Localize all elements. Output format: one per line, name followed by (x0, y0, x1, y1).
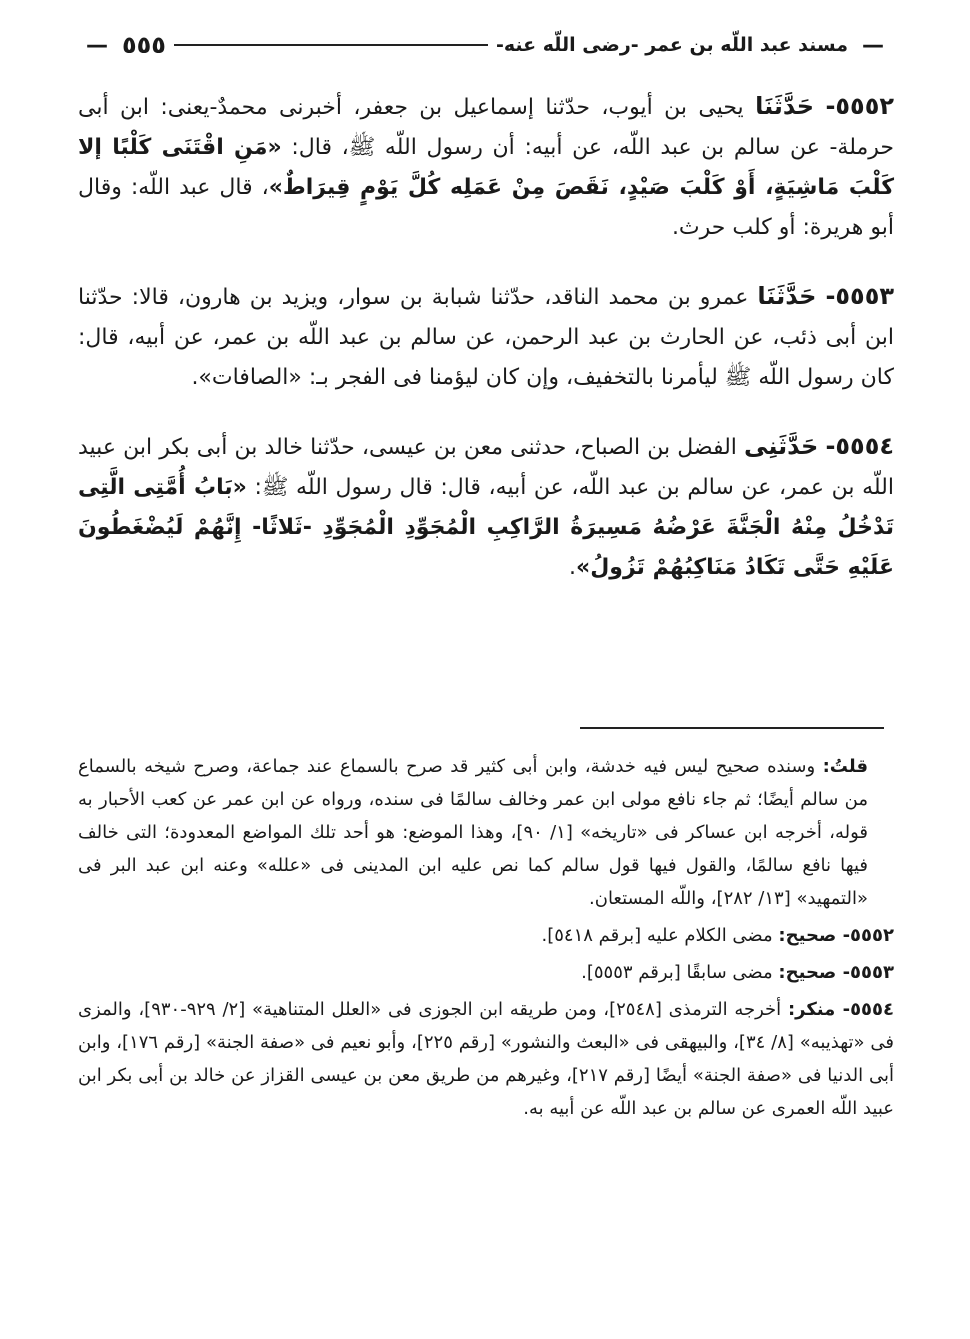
footnote-text: مضى سابقًا [برقم ٥٥٥٣]. (581, 962, 773, 983)
hadith-opening: حَدَّثَنَا (757, 282, 817, 310)
hadith-matn: «بَابُ أُمَّتِى الَّتِى تَدْخُلُ مِنْهُ الْجَنَّةَ عَرْضُهُ مَسِيرَةُ الرَّاكِبِ الْمُجَوِّدِ الْمُجَوِّدِ -ثَلاثًا- إِنَّهُمْ لَيُضْغَطُونَ عَلَيْهِ حَتَّى تَكَادُ مَنَاكِبُهُمْ تَزُولُ» (78, 475, 894, 580)
hadith-closing: . (568, 555, 576, 580)
hadith-opening: حَدَّثَنَا (755, 92, 815, 120)
hadith-number: ٥٥٥٢- (825, 92, 894, 120)
footnote-label: ٥٥٥٢- صحيح: (778, 925, 894, 946)
hadith-5553 (78, 276, 894, 398)
hadith-number: ٥٥٥٤- (825, 432, 894, 460)
header-dash-left: — (86, 32, 108, 58)
footnote-5554 (78, 993, 894, 1125)
footnote-5553 (78, 956, 894, 989)
hadith-opening: حَدَّثَنِى (744, 432, 819, 460)
hadith-5554 (78, 426, 894, 588)
footnote-text: أخرجه الترمذى [٢٥٤٨]، ومن طريقه ابن الجوزى فى «العلل المتناهية» [٢/ ٩٢٩-٩٣٠]، والمزى فى «تهذيبه» [٨/ ٣٤]، والبيهقى فى «البعث والنشور» [رقم ٢٢٥]، وأبو نعيم فى «صفة الجنة» [رقم ١٧٦]، وابن أبى الدنيا فى «صفة الجنة» أيضًا [رقم ٢١٧]، وغيرهم من طريق معن بن عيسى القزاز عن خالد بن أبى بكر ابن عبيد اللّه العمرى عن سالم بن عبد اللّه عن أبيه به. (78, 999, 895, 1119)
hadith-isnad: عمرو بن محمد الناقد، حدّثنا شبابة بن سوار، ويزيد بن هارون، قالا: حدّثنا ابن أبى ذئب، عن الحارث بن عبد الرحمن، عن سالم بن عبد اللّه بن عمر، عن أبيه، قال: كان رسول اللّه ﷺ ليأمرنا بالتخفيف، وإن كان ليؤمنا فى الفجر بـ: «الصافات». (78, 285, 894, 390)
hadith-matn: «مَنِ اقْتَنَى كَلْبًا إلا كَلْبَ مَاشِيَةٍ، أَوْ كَلْبَ صَيْدٍ، نَقَصَ مِنْ عَمَلِه كُلَّ يَوْمٍ قِيرَاطٌ» (78, 135, 894, 200)
hadith-number: ٥٥٥٣- (825, 282, 894, 310)
page-header (80, 30, 890, 60)
footnotes (78, 750, 894, 1129)
header-rule (174, 44, 488, 46)
footnote-label: ٥٥٥٣- صحيح: (778, 962, 894, 983)
footnote-text: وسنده صحيح ليس فيه خدشة، وابن أبى كثير قد صرح بالسماع عند جماعة، وصرح شيخه بالسماع من سالم أيضًا؛ ثم جاء نافع مولى ابن عمر وخالف سالمًا فى سنده، ورواه عن ابن عمر عن كعب الأحبار به قوله، أخرجه ابن عساكر فى «تاريخه» [١/ ٩٠]، وهذا الموضع: هو أحد تلك المواضع المعدودة؛ التى خالف فيها نافع سالمًا، والقول فيها قول سالم كما نص عليه ابن المدينى فى «علله» وعنه ابن عبد البر فى «التمهيد» [١٣/ ٢٨٢]، واللّه المستعان. (78, 756, 868, 909)
running-title: مسند عبد اللّه بن عمر -رضى اللّه عنه- (495, 34, 848, 56)
page-number: ٥٥٥ (122, 31, 166, 59)
footnote-text: مضى الكلام عليه [برقم ٥٤١٨]. (541, 925, 773, 946)
hadith-closing: ، قال عبد اللّه: وقال أبو هريرة: أو كلب حرث. (78, 175, 894, 240)
footnote-divider (580, 727, 884, 729)
hadith-isnad: يحيى بن أيوب، حدّثنا إسماعيل بن جعفر، أخبرنى محمدٌ-يعنى: ابن أبى حرملة- عن سالم بن عبد اللّه، عن أبيه: أن رسول اللّه ﷺ، قال: (78, 95, 895, 160)
footnote-5552 (78, 919, 894, 952)
hadith-isnad: الفضل بن الصباح، حدثنى معن بن عيسى، حدّثنا خالد بن أبى بكر ابن عبيد اللّه بن عمر، عن سالم بن عبد اللّه، عن أبيه، قال: قال رسول اللّه ﷺ: (78, 435, 894, 500)
main-text (78, 86, 894, 616)
footnote-comment (78, 750, 894, 915)
footnote-label: ٥٥٥٤- منكر: (787, 999, 895, 1020)
header-dash-right: — (862, 32, 884, 58)
footnote-label: قلتُ: (822, 756, 868, 777)
hadith-5552 (78, 86, 894, 248)
